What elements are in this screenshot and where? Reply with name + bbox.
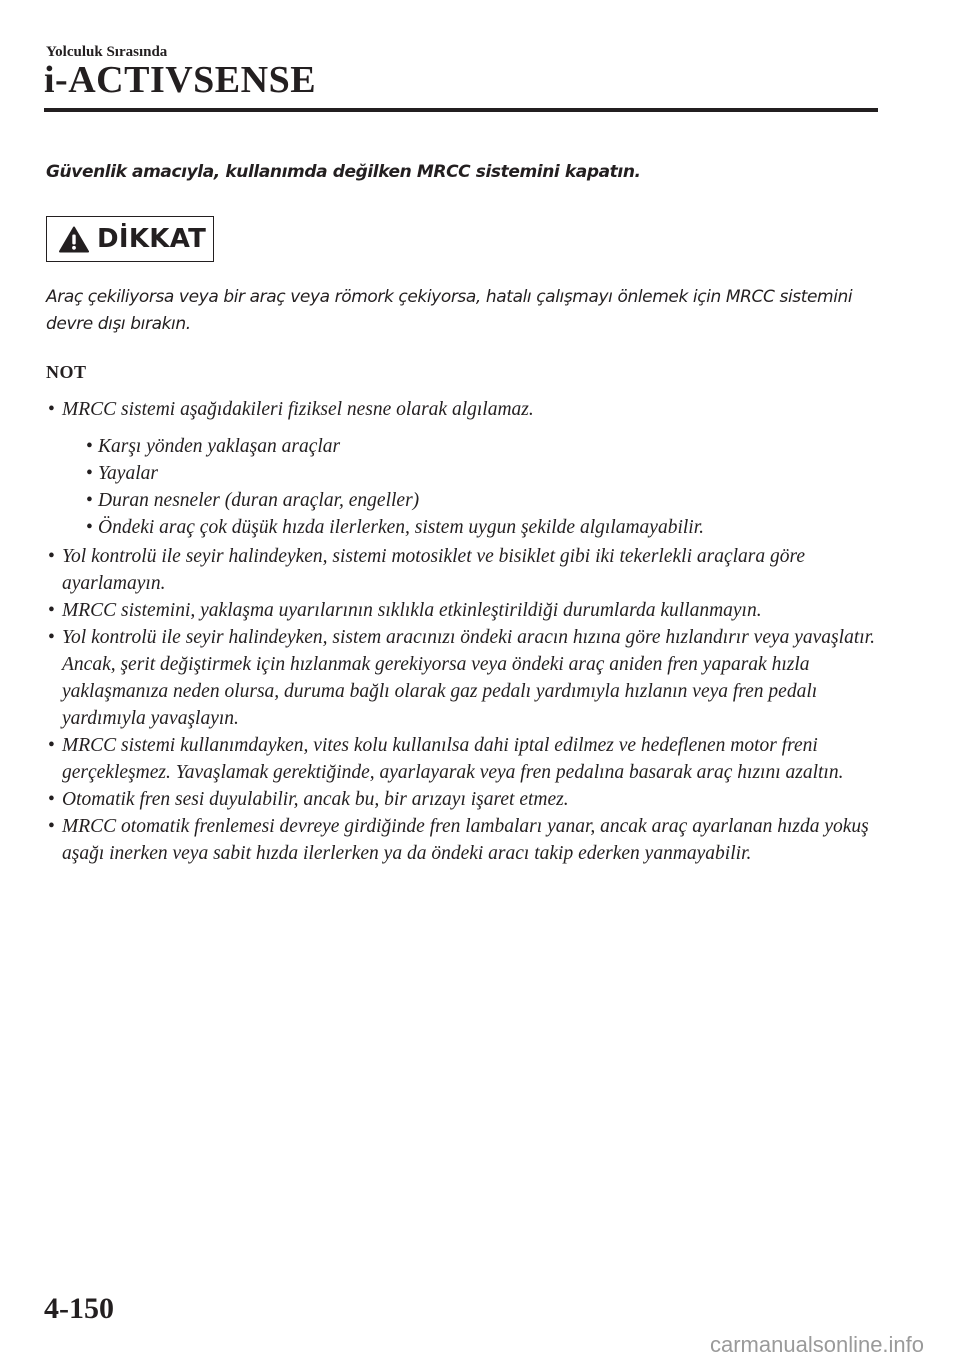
note-sub-item-text: Öndeki araç çok düşük hızda ilerlerken, sistem uygun şekilde algılamayabilir. xyxy=(98,517,705,538)
note-sub-list xyxy=(62,433,882,541)
bullet: • xyxy=(48,546,55,567)
caution-text: Araç çekiliyorsa veya bir araç veya römork çekiyorsa, hatalı çalışmayı önlemek için MRCC sistemini devre dışı bırakın. xyxy=(46,287,853,334)
note-item-text: Yol kontrolü ile seyir halindeyken, sistemi motosiklet ve bisiklet gibi iki tekerlekli araçlara göre ayarlamayın. xyxy=(62,546,806,594)
note-sub-item-text: Karşı yönden yaklaşan araçlar xyxy=(98,436,341,457)
note-item-text: MRCC sistemi aşağıdakileri fiziksel nesne olarak algılamaz. xyxy=(62,399,534,420)
bullet: • xyxy=(86,463,93,484)
bullet: • xyxy=(48,627,55,648)
note-item xyxy=(46,597,882,624)
note-heading: NOT xyxy=(46,362,87,382)
note-item xyxy=(46,732,882,786)
bullet: • xyxy=(86,490,93,511)
bullet: • xyxy=(48,399,55,420)
note-sub-item xyxy=(86,433,882,460)
note-sub-item xyxy=(86,487,882,514)
note-item xyxy=(46,786,882,813)
bullet: • xyxy=(48,816,55,837)
caution-label: DİKKAT xyxy=(97,224,207,254)
header-divider xyxy=(44,108,878,112)
note-item xyxy=(46,813,882,867)
note-item xyxy=(46,396,882,541)
bullet: • xyxy=(48,735,55,756)
chapter-title: i-ACTIVSENSE xyxy=(44,59,317,101)
page-number: 4-150 xyxy=(44,1292,114,1325)
note-sub-item-text: Yayalar xyxy=(98,463,158,484)
note-sub-item xyxy=(86,460,882,487)
note-item-text: Yol kontrolü ile seyir halindeyken, sistem aracınızı öndeki aracın hızına göre hızlandırır veya yavaşlatır. Ancak, şerit değiştirmek için hızlanmak gerekiyorsa veya öndeki araç aniden fren yaparak hızla yaklaşmanıza neden olursa, duruma bağlı olarak gaz pedalı yardımıyla hızlanın veya fren pedalı yardımıyla yavaşlayın. xyxy=(62,627,875,729)
intro-text: Güvenlik amacıyla, kullanımda değilken MRCC sistemini kapatın. xyxy=(46,162,641,182)
note-sub-item xyxy=(86,514,882,541)
note-item-text: MRCC otomatik frenlemesi devreye girdiğinde fren lambaları yanar, ancak araç ayarlanan hızda yokuş aşağı inerken veya sabit hızda ilerlerken ya da öndeki aracı takip ederken yanmayabilir. xyxy=(62,816,869,864)
note-sub-item-text: Duran nesneler (duran araçlar, engeller) xyxy=(98,490,420,511)
note-item xyxy=(46,624,882,732)
bullet: • xyxy=(86,436,93,457)
note-item-text: MRCC sistemi kullanımdayken, vites kolu kullanılsa dahi iptal edilmez ve hedeflenen motor freni gerçekleşmez. Yavaşlamak gerektiğinde, ayarlayarak veya fren pedalına basarak araç hızını azaltın. xyxy=(62,735,844,783)
caution-box xyxy=(46,216,214,262)
note-list xyxy=(46,396,882,867)
warning-triangle-icon xyxy=(59,226,89,253)
bullet: • xyxy=(48,600,55,621)
note-item xyxy=(46,543,882,597)
watermark-text[interactable]: carmanualsonline.info xyxy=(710,1332,925,1357)
note-item-text: Otomatik fren sesi duyulabilir, ancak bu, bir arızayı işaret etmez. xyxy=(62,789,569,810)
section-title: Yolculuk Sırasında xyxy=(46,44,168,60)
note-item-text: MRCC sistemini, yaklaşma uyarılarının sıklıkla etkinleştirildiği durumlarda kullanmayın. xyxy=(62,600,762,621)
bullet: • xyxy=(48,789,55,810)
bullet: • xyxy=(86,517,93,538)
